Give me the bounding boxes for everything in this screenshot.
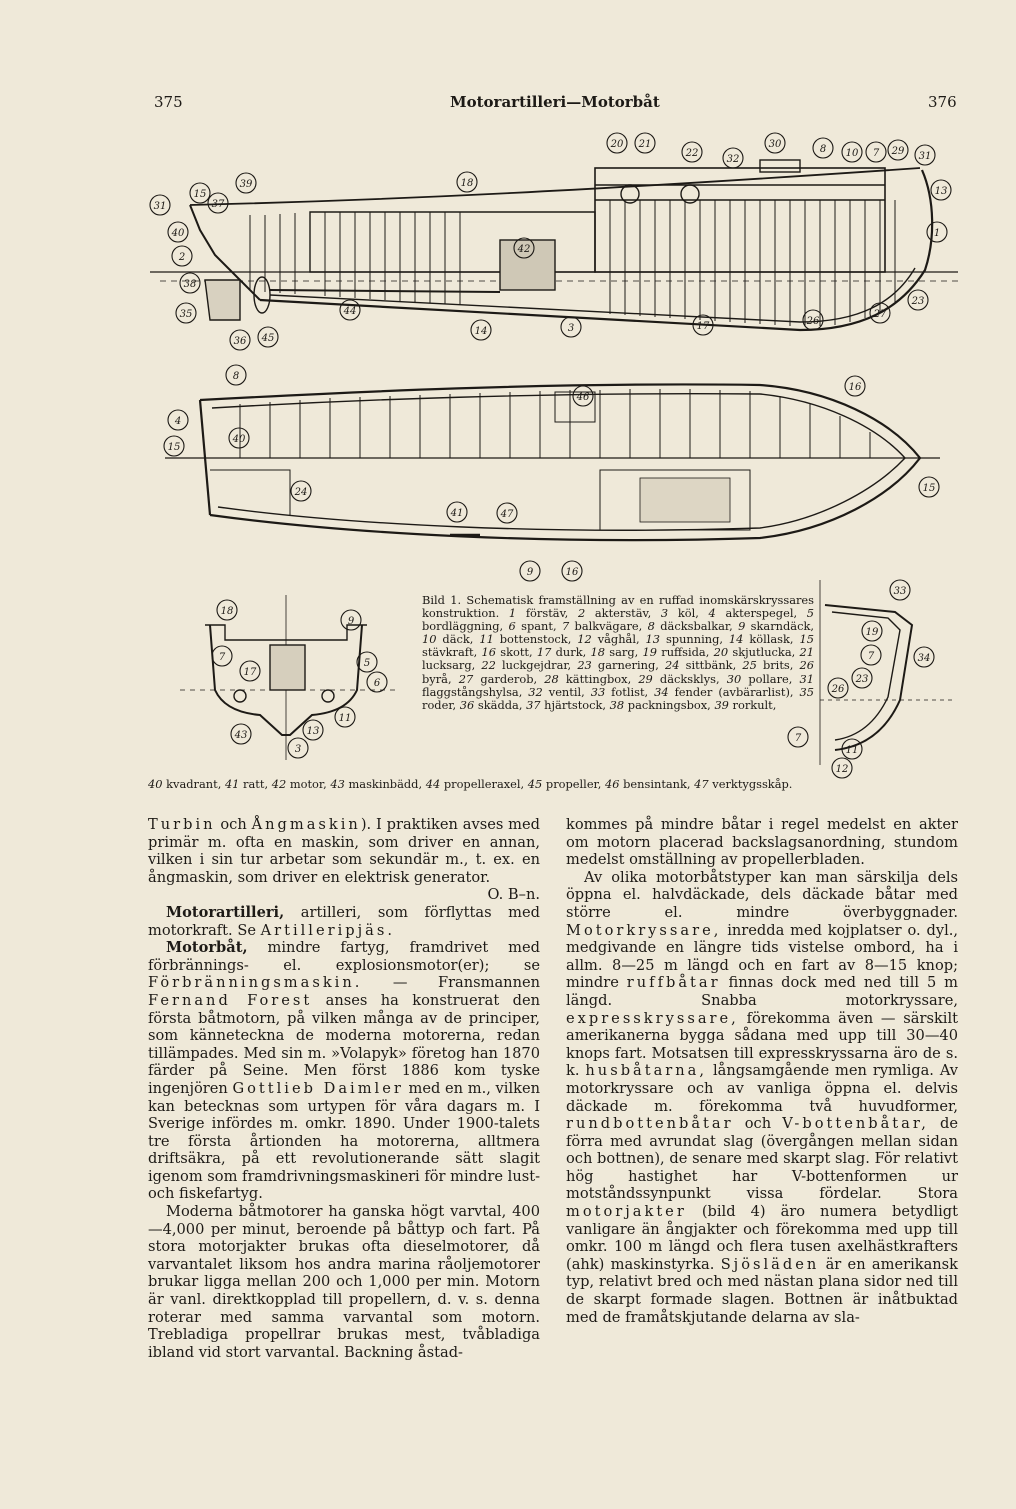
legend-number: 35: [799, 684, 814, 699]
legend-text: maskinbädd,: [344, 777, 426, 791]
callout-label: 40: [232, 434, 246, 445]
callout-label: 35: [179, 309, 193, 320]
callout-label: 7: [218, 652, 226, 663]
legend-text: kättingbox,: [558, 671, 639, 686]
person-name: Fernand Forest: [148, 991, 313, 1009]
paragraph-text: mindre fartyg, framdrivet med förbrännings- el. explosionsmotor(er); se: [148, 939, 540, 974]
callout-label: 45: [261, 333, 275, 344]
callout-label: 7: [867, 651, 875, 662]
callout-label: 15: [922, 483, 936, 494]
term: Sjösläden: [720, 1255, 820, 1273]
callout-label: 3: [567, 323, 575, 334]
callout-label: 47: [500, 509, 514, 520]
legend-text: byrå,: [422, 671, 459, 686]
legend-number: 38: [609, 697, 625, 712]
legend-number: 45: [527, 777, 543, 791]
paragraph-text: Moderna båtmotorer ha ganska högt varvtal, 400—4,000 per minut, beroende på båttyp och fart. På stora motorjakter brukas ofta dieselmotorer, då varvantalet liksom hos andra marina råoljemotorer brukar ligga mellan 200 och 1,000 per min. Motorn är vanl. direktkopplad till propellern, d. v. s. denna roterar med samma varvantal som motorn. Trebladiga propellrar brukas mest, tvåbladiga ibland vid stort varvantal. Backning åstad-: [148, 1203, 540, 1361]
callout-label: 13: [306, 726, 320, 737]
callout-label: 44: [343, 306, 357, 317]
figure-caption: [422, 594, 814, 712]
legend-number: 37: [526, 697, 541, 712]
callout-label: 13: [934, 186, 948, 197]
legend-number: 41: [224, 777, 240, 791]
callout-label: 26: [806, 316, 820, 327]
callout-label: 20: [610, 139, 624, 150]
term: V-bottenbåtar,: [782, 1115, 929, 1133]
signature: O. B–n.: [487, 886, 540, 904]
callout-label: 14: [474, 326, 488, 337]
legend-text: däcksbalkar,: [654, 619, 739, 634]
callout-label: 9: [347, 616, 355, 627]
paragraph-text: anses ha konstruerat den första båtmotorn, på vilken många av de principer, som känneteckna de moderna motorerna, redan tillämpades. Med sin m. »Volapyk» företog han 1870 färder på Seine. Men först 1886 kom tyske ingenjören: [148, 991, 541, 1097]
callout-label: 18: [460, 178, 474, 189]
entry-headword: Motorartilleri,: [166, 903, 285, 921]
callout-label: 43: [234, 730, 248, 741]
legend-number: 12: [577, 632, 592, 647]
legend-number: 36: [459, 697, 475, 712]
paragraph-text: långsamgående men rymliga. Av motorkryssare och av vanliga öppna el. delvis däckade m. förekomma två huvudformer,: [566, 1062, 959, 1115]
legend-text: akterspegel,: [715, 606, 807, 621]
legend-text: stävkraft,: [422, 645, 482, 660]
legend-number: 42: [271, 777, 287, 791]
legend-number: 1: [508, 606, 517, 621]
legend-text: balkvägare,: [569, 619, 648, 634]
legend-number: 4: [708, 606, 716, 621]
legend-text: motor,: [286, 777, 331, 791]
legend-text: pollare,: [741, 671, 800, 686]
legend-number: 24: [665, 658, 680, 673]
legend-text: bottenstock,: [493, 632, 578, 647]
legend-number: 11: [479, 632, 494, 647]
term: motorjakter: [566, 1203, 687, 1221]
legend-number: 27: [458, 671, 474, 686]
legend-text: skjutlucka,: [728, 645, 800, 660]
legend-number: 10: [422, 632, 437, 647]
callout-label: 39: [239, 179, 253, 190]
legend-number: 40: [148, 777, 163, 791]
callout-label: 18: [220, 606, 234, 617]
callout-label: 23: [911, 296, 925, 307]
legend-number: 20: [713, 645, 729, 660]
callout-label: 15: [167, 442, 181, 453]
legend-number: 13: [645, 632, 661, 647]
paragraph-text: Av olika motorbåtstyper kan man särskilja dels öppna el. halvdäckade, dels däckade båtar med större el. mindre överbyggnader.: [566, 868, 958, 921]
callout-label: 41: [450, 508, 464, 519]
legend-text: sittbänk,: [679, 658, 743, 673]
legend-number: 7: [561, 619, 570, 634]
legend-text: propeller,: [542, 777, 605, 791]
legend-number: 34: [654, 684, 669, 699]
legend-text: skott,: [495, 645, 537, 660]
caption-legend: [422, 606, 814, 712]
legend-number: 25: [742, 658, 757, 673]
legend-number: 16: [481, 645, 496, 660]
legend-number: 5: [806, 606, 814, 621]
paragraph-text: finnas dock med ned till 5 m längd. Snabba motorkryssare,: [566, 974, 959, 1009]
legend-text: verktygsskåp.: [708, 777, 793, 791]
callout-label: 31: [918, 151, 932, 162]
callout-label: 32: [726, 154, 740, 165]
legend-text: durk,: [551, 645, 591, 660]
legend-text: bordläggning,: [422, 619, 509, 634]
term: Motorkryssare,: [566, 921, 722, 939]
callout-label: 3: [294, 744, 302, 755]
callout-label: 42: [517, 244, 531, 255]
legend-text: sarg,: [605, 645, 643, 660]
legend-number: 28: [544, 671, 559, 686]
entry-headword: Motorbåt,: [166, 939, 248, 957]
callout-label: 11: [845, 745, 859, 756]
callout-label: 24: [294, 487, 308, 498]
left-column: [148, 816, 540, 1361]
term: expresskryssare,: [566, 1009, 739, 1027]
paragraph-text: artilleri, som förflyttas med motorkraft. Se: [148, 903, 540, 939]
legend-text: lucksarg,: [422, 658, 482, 673]
page-number-right: 376: [928, 93, 957, 111]
paragraph-text: ). I praktiken avses med primär m. ofta en maskin, som driver en annan, vilken i sin tur arbetar som sekundär m., t. ex. en ångmaskin, som driver en elektrisk generator.: [148, 816, 540, 886]
callout-label: 26: [831, 684, 845, 695]
legend-text: rorkult,: [728, 697, 777, 712]
paragraph-text: — Fransmannen: [392, 974, 541, 992]
paragraph-text: är en amerikansk typ, relativt bred och med nästan plana sidor ned till de skarpt formade slagen. Bottnen är inåtbuktad med de framåtskjutande delarna av sla-: [566, 1255, 959, 1326]
legend-number: 26: [799, 658, 814, 673]
legend-text: ratt,: [239, 777, 272, 791]
legend-number: 21: [799, 645, 814, 660]
legend-text: däck,: [436, 632, 480, 647]
legend-number: 14: [728, 632, 744, 647]
legend-number: 22: [481, 658, 496, 673]
legend-number: 2: [577, 606, 586, 621]
callout-label: 33: [893, 586, 907, 597]
legend-text: fotlist,: [605, 684, 655, 699]
callout-label: 17: [243, 667, 257, 678]
paragraph-text: inredda med kojplatser o. dyl., medgivande en längre tids vistelse ombord, ha i allm. 8—25 m längd och en fart av 8—15 knop; mindre: [566, 921, 959, 992]
callout-label: 40: [171, 228, 185, 239]
callout-label: 6: [373, 678, 381, 689]
legend-number: 30: [726, 671, 742, 686]
legend-number: 18: [590, 645, 605, 660]
legend-number: 39: [714, 697, 729, 712]
running-title: Motorartilleri—Motorbåt: [450, 93, 660, 111]
callout-label: 2: [178, 252, 186, 263]
callout-label: 38: [183, 279, 197, 290]
side-elevation-drawing: [150, 133, 958, 350]
callout-label: 30: [768, 139, 782, 150]
legend-number: 8: [647, 619, 655, 634]
callout-label: 16: [848, 382, 862, 393]
legend-number: 23: [577, 658, 592, 673]
term: rundbottenbåtar: [566, 1115, 734, 1133]
right-column: [566, 816, 958, 1326]
legend-text: ventil,: [542, 684, 591, 699]
caption-bild: Bild 1.: [422, 593, 462, 607]
legend-number: 47: [694, 777, 709, 791]
legend-text: förstäv,: [516, 606, 578, 621]
legend-text: akterstäv,: [585, 606, 661, 621]
legend-text: garnering,: [591, 658, 665, 673]
legend-text: roder,: [422, 697, 460, 712]
legend-text: spunning,: [660, 632, 729, 647]
legend-number: 33: [590, 684, 606, 699]
cross-reference: Artilleripjäs.: [260, 921, 395, 939]
legend-text: propelleraxel,: [440, 777, 528, 791]
term: husbåtarna,: [585, 1062, 708, 1080]
legend-number: 43: [330, 777, 345, 791]
callout-label: 15: [193, 189, 207, 200]
ref-word: Ångmaskin: [251, 816, 361, 833]
legend-number: 46: [605, 777, 620, 791]
legend-text: köl,: [668, 606, 709, 621]
legend-number: 19: [642, 645, 658, 660]
person-name: Gottlieb Daimler: [232, 1079, 404, 1097]
legend-text: köllask,: [743, 632, 800, 647]
legend-number: 44: [425, 777, 441, 791]
legend-text: spant,: [515, 619, 562, 634]
callout-label: 11: [338, 713, 352, 724]
callout-label: 46: [576, 392, 590, 403]
legend-text: ruffsida,: [657, 645, 714, 660]
legend-number: 9: [738, 619, 746, 634]
callout-label: 4: [174, 416, 182, 427]
legend-text: skädda,: [474, 697, 527, 712]
cross-reference: Förbränningsmaskin.: [148, 974, 363, 992]
legend-text: våghål,: [591, 632, 646, 647]
callout-label: 7: [872, 148, 880, 159]
legend-text: luckgejdrar,: [495, 658, 578, 673]
legend-text: fender (avbärarlist),: [668, 684, 800, 699]
figure-caption-tail: [148, 778, 963, 791]
paragraph-text: med en m., vilken kan betecknas som urtypen för våra dagars m. I Sverige infördes m. omkr. 1890. Under 1900-talets tre första årtionden ha motorerna, alltmera driftsäkra, på ett revolutionerande sätt slagit igenom som framdrivningsmaskineri för mindre lust- och fiskefartyg.: [148, 1079, 541, 1203]
callout-label: 34: [917, 653, 931, 664]
legend-number: 15: [799, 632, 814, 647]
legend-text: flaggstångshylsa,: [422, 684, 529, 699]
legend-text: garderob,: [473, 671, 545, 686]
callout-label: 21: [638, 139, 652, 150]
legend-number: 17: [536, 645, 552, 660]
paragraph-text: förekomma även — särskilt amerikanerna bygga sådana med upp till 30—40 knops fart. Motsatsen till expresskryssarna äro de s. k.: [566, 1009, 958, 1080]
word: och: [220, 816, 247, 833]
legend-number: 3: [660, 606, 669, 621]
legend-number: 29: [638, 671, 653, 686]
callout-label: 8: [819, 144, 827, 155]
callout-label: 37: [211, 199, 225, 210]
callout-label: 17: [696, 321, 710, 332]
callout-label: 19: [865, 627, 879, 638]
legend-number: 32: [528, 684, 543, 699]
callout-label: 1: [933, 228, 941, 239]
callout-label: 36: [233, 336, 247, 347]
callout-label: 9: [526, 567, 534, 578]
paragraph-text: (bild 4) äro numera betydligt vanligare än ångjakter och förekomma med upp till omkr. 100 m längd och flera tusen axelhästkrafters (ahk) maskinstyrka.: [566, 1203, 958, 1273]
callout-label: 22: [685, 148, 699, 159]
callout-label: 16: [565, 567, 579, 578]
legend-text: kvadrant,: [162, 777, 225, 791]
legend-number: 6: [508, 619, 516, 634]
page-number-left: 375: [154, 93, 183, 111]
legend-text: skarndäck,: [745, 619, 814, 634]
paragraph-text: kommes på mindre båtar i regel medelst en akter om motorn placerad backslagsanordning, stundom medelst omställning av propellerbladen.: [566, 816, 958, 869]
legend-text: bensintank,: [619, 777, 695, 791]
callout-label: 7: [794, 733, 802, 744]
callout-label: 8: [232, 371, 240, 382]
callout-label: 5: [363, 658, 371, 669]
callout-label: 27: [873, 309, 887, 320]
legend-text: hjärtstock,: [540, 697, 610, 712]
ref-word: Turbin: [148, 816, 216, 833]
cross-section-drawing: [180, 595, 400, 760]
legend-number: 31: [799, 671, 814, 686]
callout-label: 23: [855, 674, 869, 685]
callout-label: 12: [835, 764, 849, 775]
paragraph-text: och: [744, 1115, 772, 1133]
callout-label: 29: [891, 146, 905, 157]
term: ruffbåtar: [626, 974, 721, 992]
caption-text: Schematisk framställning av en ruffad inomskärskryssares konstruktion.: [422, 593, 815, 621]
legend-text: packningsbox,: [624, 697, 715, 712]
plan-view-drawing: [164, 365, 940, 581]
legend-text: brits,: [756, 658, 800, 673]
legend-text: däcksklys,: [652, 671, 727, 686]
callout-label: 10: [845, 148, 859, 159]
paragraph-text: de förra med avrundat slag (övergången mellan sidan och bottnen), de senare med skarpt slag. För relativt hög hastighet har V-bottenformen ur motståndssynpunkt vissa fördelar. Stora: [566, 1115, 959, 1203]
callout-label: 31: [153, 201, 167, 212]
